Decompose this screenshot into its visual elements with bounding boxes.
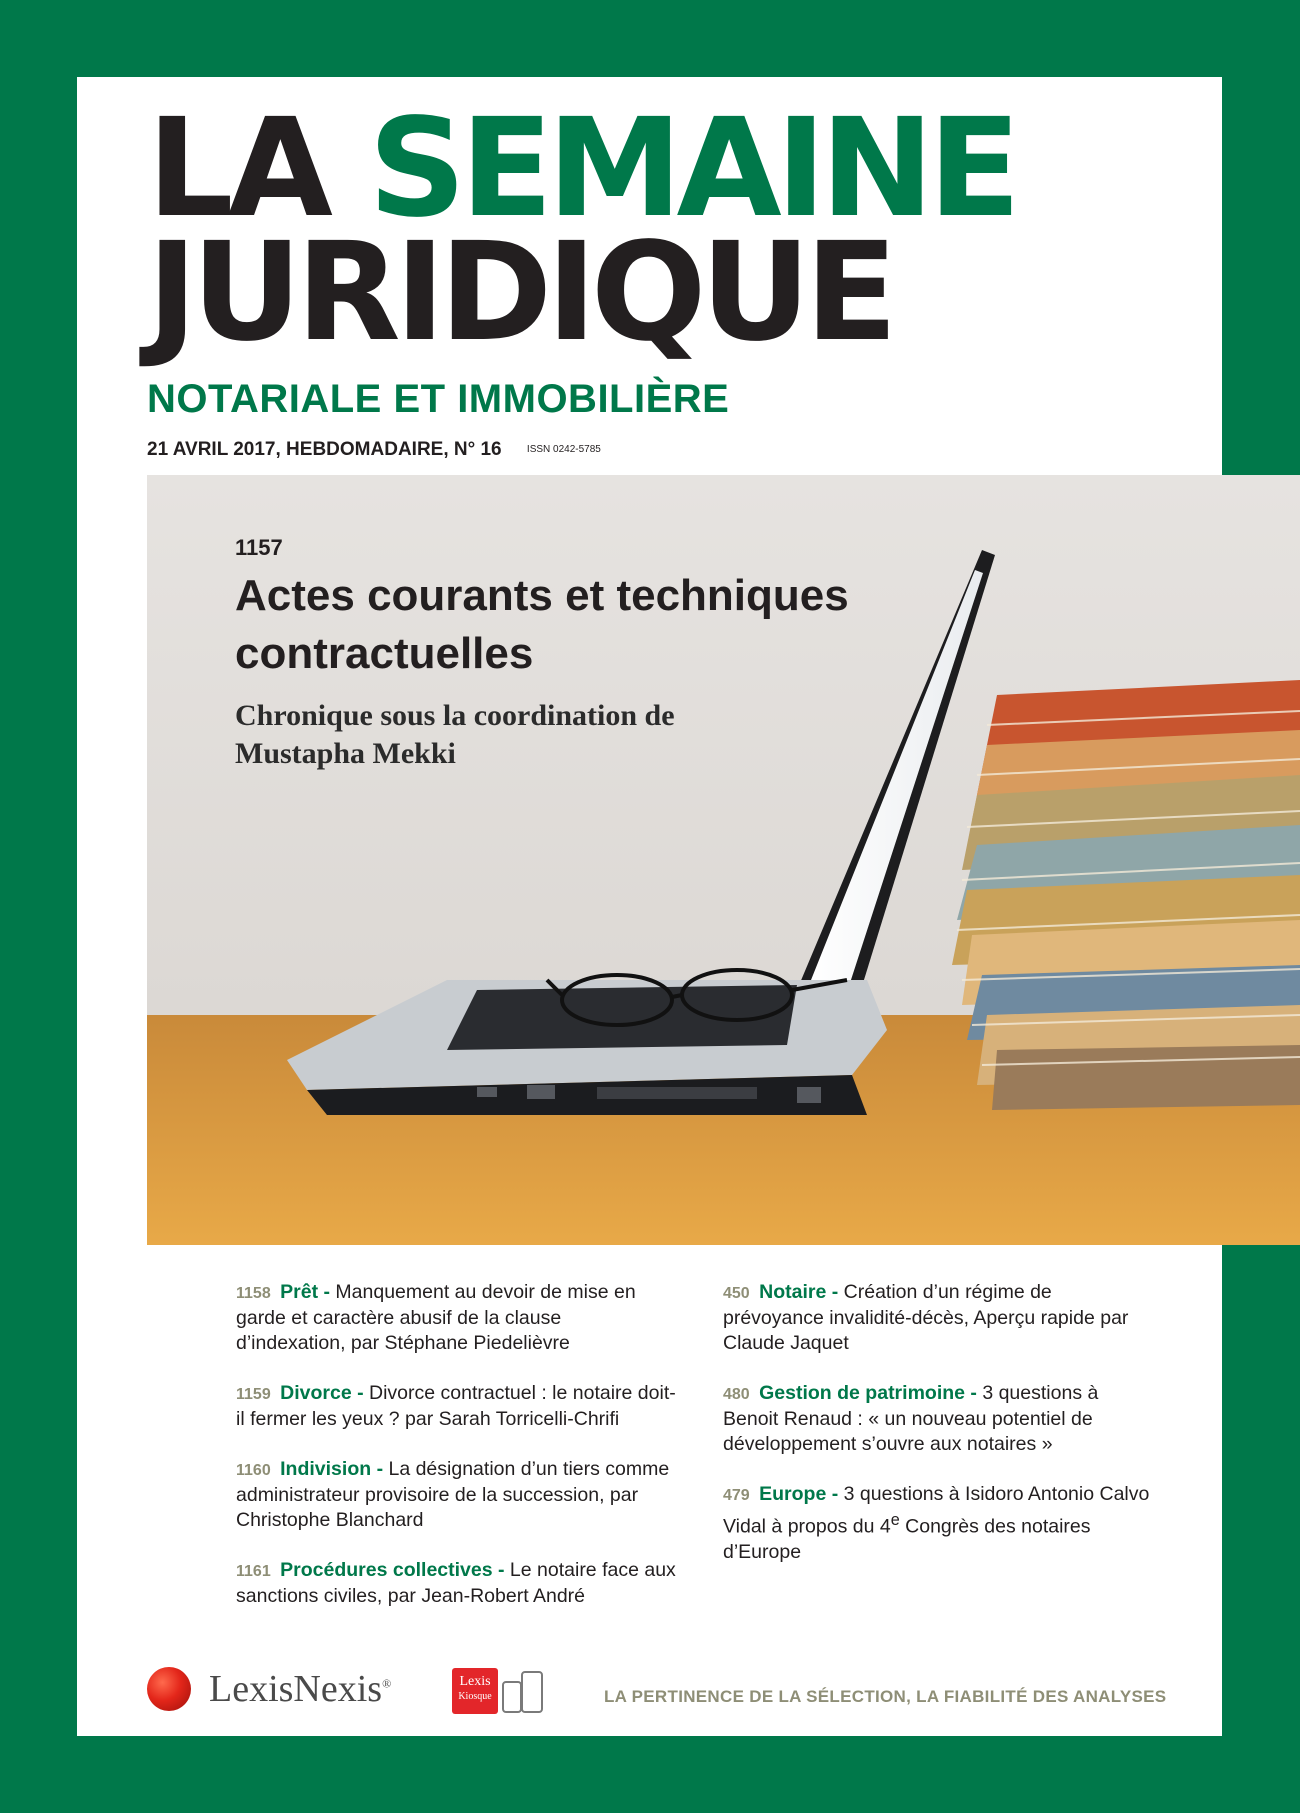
toc-text: La désignation d’un tiers comme administrateur provisoire de la succession, par Christophe Blanchard <box>236 1458 670 1531</box>
lexisnexis-wordmark <box>209 1667 391 1711</box>
toc-number: 1161 <box>236 1563 271 1580</box>
devices-icon <box>502 1670 544 1714</box>
issue-info <box>147 439 601 461</box>
toc-topic: Procédures collectives - <box>280 1559 505 1581</box>
toc-text: Le notaire face aux sanctions civiles, par Jean-Robert André <box>236 1559 676 1607</box>
cover-title: Actes courants et techniques contractuelles <box>235 571 849 678</box>
cover-photo <box>147 475 1300 1245</box>
toc-right-column <box>723 1280 1153 1590</box>
toc-item <box>236 1280 676 1356</box>
toc-item <box>236 1381 676 1432</box>
toc-topic: Indivision - <box>280 1458 384 1480</box>
toc-item <box>723 1482 1153 1565</box>
toc-text-after: Congrès des notaires d’Europe <box>723 1515 1091 1563</box>
cover-subtitle: Chronique sous la coordination de Mustapha Mekki <box>235 699 675 770</box>
toc-text: Création d’un régime de prévoyance invalidité-décès, Aperçu rapide par Claude Jaquet <box>723 1281 1129 1354</box>
kiosque-logo <box>452 1668 498 1714</box>
issn: ISSN 0242-5785 <box>526 444 601 456</box>
publication-subtitle: NOTARIALE ET IMMOBILIÈRE <box>147 377 730 421</box>
toc-text: Divorce contractuel : le notaire doit-il fermer les yeux ? par Sarah Torricelli-Chrifi <box>236 1382 676 1430</box>
logo-text: LexisNexis <box>209 1668 383 1710</box>
toc-number: 480 <box>723 1386 750 1403</box>
lexis-kiosque-badge <box>452 1668 546 1714</box>
toc-number: 479 <box>723 1487 750 1504</box>
lexisnexis-globe-icon <box>147 1667 191 1711</box>
toc-item <box>723 1280 1153 1356</box>
toc-text-superscript: e <box>890 1511 900 1529</box>
toc-text: 3 questions à Benoit Renaud : « un nouveau potentiel de développement s’ouvre aux notaires » <box>723 1382 1099 1455</box>
lexisnexis-logo <box>147 1665 397 1715</box>
masthead <box>147 90 1016 372</box>
logo-registered-mark: ® <box>382 1676 392 1691</box>
toc-item <box>236 1457 676 1533</box>
toc-topic: Gestion de patrimoine - <box>759 1382 977 1404</box>
toc-item <box>236 1558 676 1609</box>
masthead-word-la: LA <box>147 90 327 248</box>
masthead-word-semaine: SEMAINE <box>368 90 1016 248</box>
toc-number: 1159 <box>236 1386 271 1403</box>
toc-text: Manquement au devoir de mise en garde et caractère abusif de la clause d’indexation, par Stéphane Piedelièvre <box>236 1281 636 1354</box>
toc-topic: Prêt - <box>280 1281 330 1303</box>
toc-left-column <box>236 1280 676 1634</box>
masthead-line-1 <box>147 90 1016 248</box>
toc-number: 1158 <box>236 1285 271 1302</box>
toc-text-before: 3 questions à Isidoro Antonio Calvo Vidal à propos du 4 <box>723 1483 1150 1538</box>
toc-topic: Notaire - <box>759 1281 839 1303</box>
kiosque-line-1: Lexis <box>459 1674 491 1689</box>
toc-topic: Europe - <box>759 1483 839 1505</box>
toc-number: 450 <box>723 1285 750 1302</box>
file-stack <box>952 680 1300 1110</box>
footer-tagline: LA PERTINENCE DE LA SÉLECTION, LA FIABILITÉ DES ANALYSES <box>604 1687 1167 1706</box>
toc-item <box>723 1381 1153 1457</box>
toc-topic: Divorce - <box>280 1382 364 1404</box>
kiosque-line-2: Kiosque <box>458 1691 492 1702</box>
cover-article-number: 1157 <box>235 535 283 560</box>
toc-number: 1160 <box>236 1462 271 1479</box>
masthead-line-2: JURIDIQUE <box>147 214 892 372</box>
issue-date: 21 AVRIL 2017, HEBDOMADAIRE, N° 16 <box>147 439 502 460</box>
